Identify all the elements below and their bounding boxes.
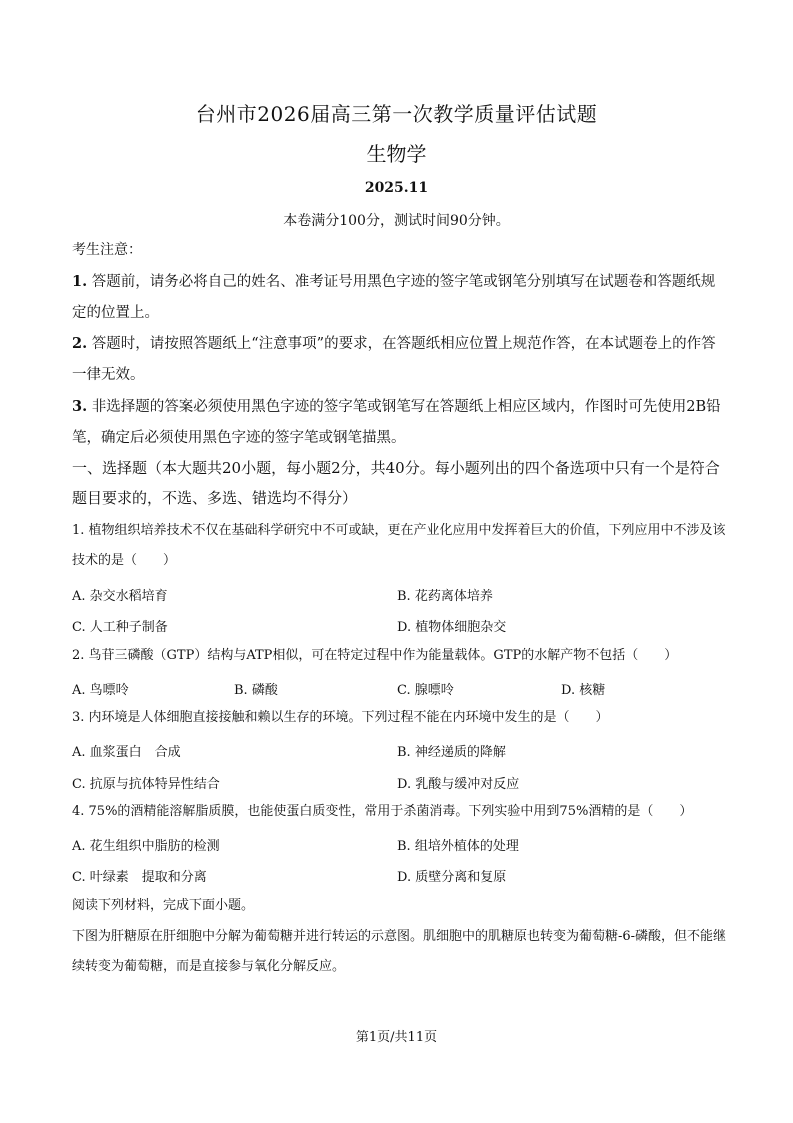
question-2-option-a: A. 鸟嘌呤 <box>72 683 129 698</box>
question-1-option-b: B. 花药离体培养 <box>397 589 493 604</box>
notice-item-text: 非选择题的答案必须使用黑色字迹的签字笔或钢笔写在答题纸上相应区域内，作图时可先使用2B铅笔，确定后必须使用黑色字迹的签字笔或钢笔描黑。 <box>72 399 721 446</box>
exam-date: 2025.11 <box>364 180 429 196</box>
page-footer: 第1页/共11页 <box>355 1030 438 1045</box>
notice-item-text: 答题前，请务必将自己的姓名、准考证号用黑色字迹的签字笔或钢笔分别填写在试题卷和答题纸规定的位置上。 <box>72 274 716 321</box>
question-2-option-c: C. 腺嘌呤 <box>397 683 454 698</box>
question-3-stem: 3. 内环境是人体细胞直接接触和赖以生存的环境。下列过程不能在内环境中发生的是（ ） <box>72 710 609 725</box>
question-2-option-b: B. 磷酸 <box>234 683 278 698</box>
reading-material: 下图为肝糖原在肝细胞中分解为葡萄糖并进行转运的示意图。肌细胞中的肌糖原也转变为葡萄糖-6-磷酸，但不能继续转变为葡萄糖，而是直接参与氧化分解反应。 <box>72 929 727 974</box>
question-1-option-c: C. 人工种子制备 <box>72 620 168 635</box>
notice-item-text: 答题时，请按照答题纸上“注意事项”的要求，在答题纸相应位置上规范作答，在本试题卷上的作答一律无效。 <box>72 336 716 383</box>
question-3-option-d: D. 乳酸与缓冲对反应 <box>397 777 520 792</box>
question-4-stem: 4. 75%的酒精能溶解脂质膜，也能使蛋白质变性，常用于杀菌消毒。下列实验中用到75%酒精的是（ ） <box>72 804 693 819</box>
exam-title: 台州市2026届高三第一次教学质量评估试题 <box>195 102 598 126</box>
notice-item-1 <box>72 266 727 329</box>
question-3-option-b: B. 神经递质的降解 <box>397 745 506 760</box>
question-4-option-c: C. 叶绿素 提取和分离 <box>72 870 207 885</box>
notice-item-number: 1. <box>72 273 88 290</box>
question-1-option-d: D. 植物体细胞杂交 <box>397 620 507 635</box>
notice-item-3 <box>72 391 727 454</box>
notice-item-number: 3. <box>72 398 88 415</box>
notice-heading: 考生注意： <box>72 242 142 258</box>
subject-title: 生物学 <box>366 142 427 166</box>
question-3-option-c: C. 抗原与抗体特异性结合 <box>72 777 220 792</box>
question-4-option-d: D. 质壁分离和复原 <box>397 870 507 885</box>
question-2-stem: 2. 鸟苷三磷酸（GTP）结构与ATP相似，可在特定过程中作为能量载体。GTP的水解产物不包括（ ） <box>72 648 678 663</box>
question-4-option-b: B. 组培外植体的处理 <box>397 839 519 854</box>
question-3-option-a: A. 血浆蛋白 合成 <box>72 745 181 760</box>
question-4-option-a: A. 花生组织中脂肪的检测 <box>72 839 220 854</box>
question-2-option-d: D. 核糖 <box>561 683 606 698</box>
question-1-option-a: A. 杂交水稻培育 <box>72 589 168 604</box>
notice-item-number: 2. <box>72 335 88 352</box>
score-note: 本卷满分100分，测试时间90分钟。 <box>283 213 510 229</box>
section-heading: 一、选择题（本大题共20小题，每小题2分，共40分。每小题列出的四个备选项中只有一个是符合题目要求的，不选、多选、错选均不得分） <box>72 459 720 507</box>
reading-intro: 阅读下列材料，完成下面小题。 <box>72 898 255 913</box>
question-1-stem: 1. 植物组织培养技术不仅在基础科学研究中不可或缺，更在产业化应用中发挥着巨大的价值，下列应用中不涉及该技术的是（ ） <box>72 523 726 568</box>
notice-item-2 <box>72 328 727 391</box>
